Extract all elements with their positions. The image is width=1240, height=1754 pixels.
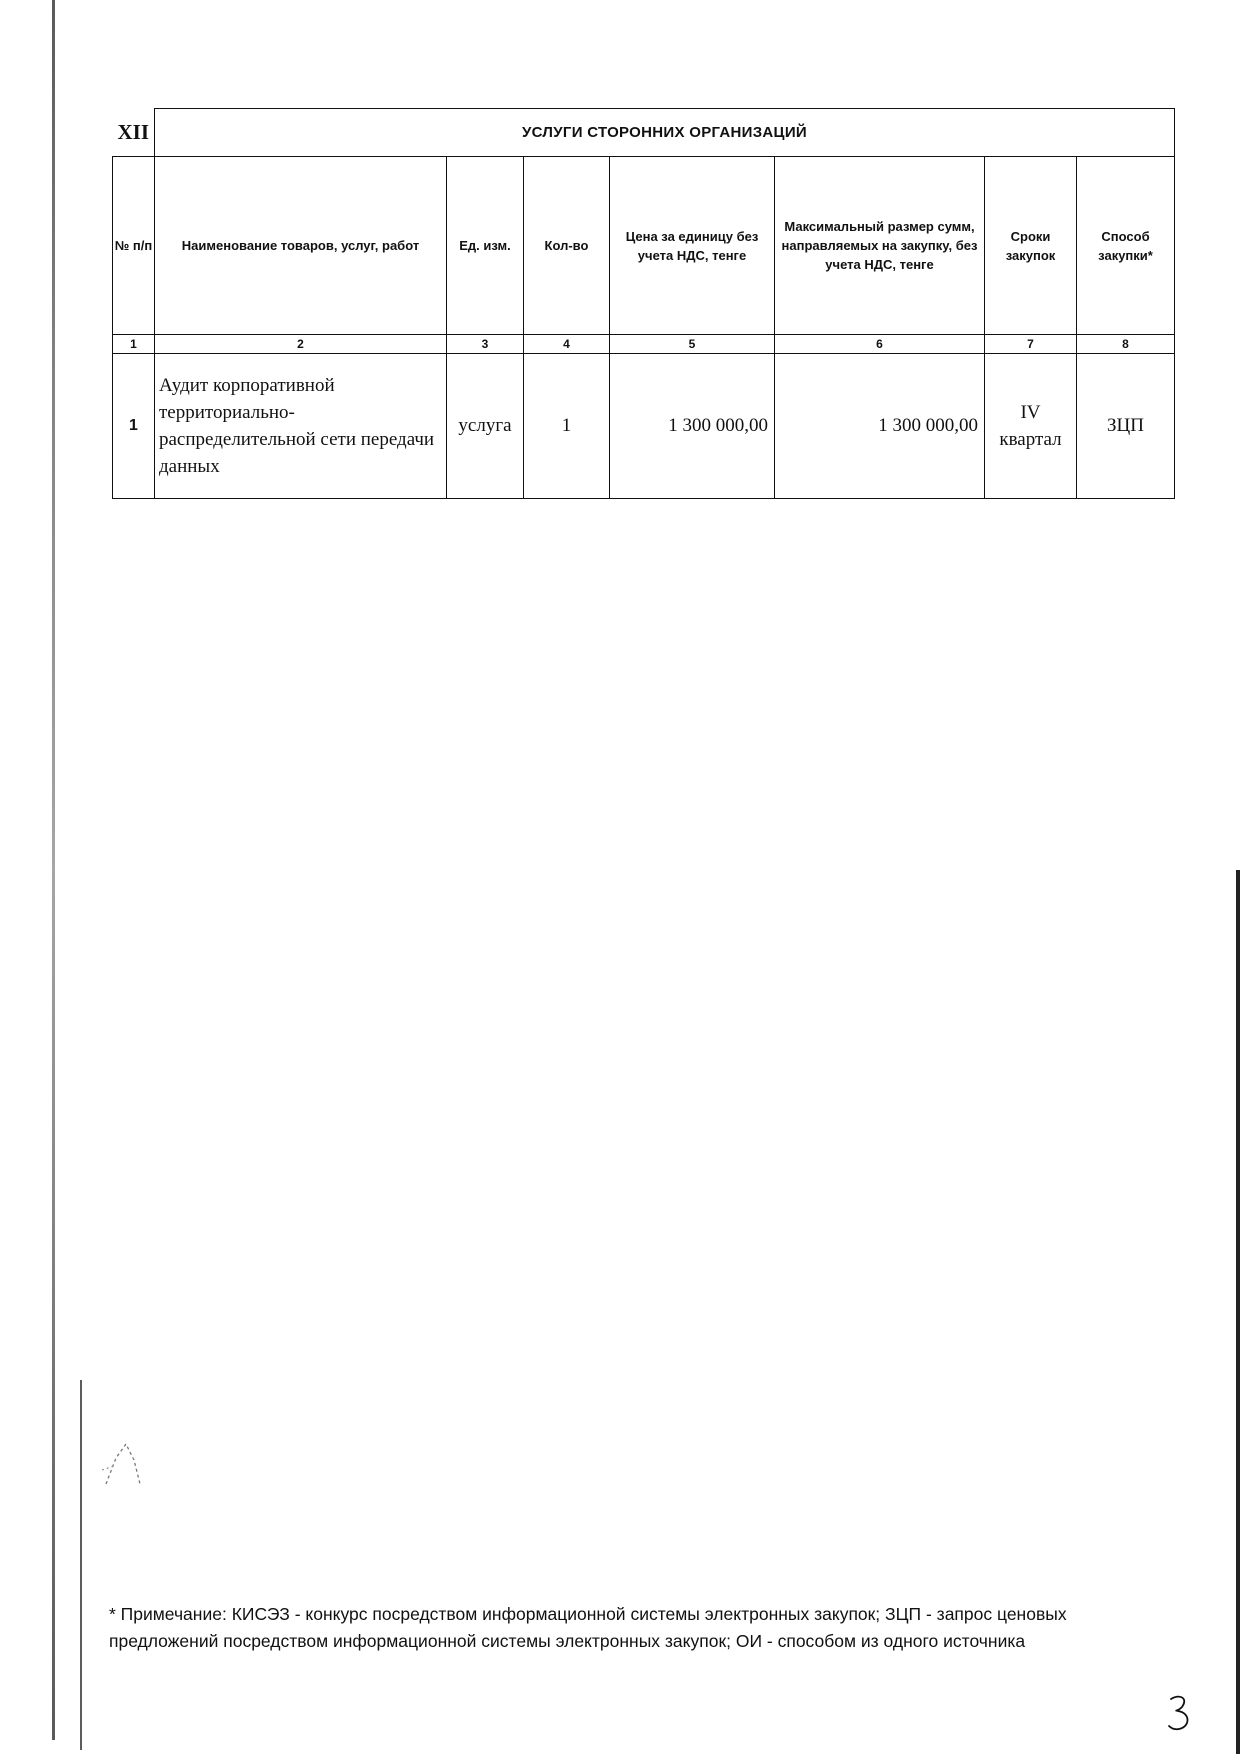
row-index: 1 — [113, 354, 155, 499]
row-unit: услуга — [447, 354, 524, 499]
footnote: * Примечание: КИСЭЗ - конкурс посредством информационной системы электронных закупок; ЗЦП - запрос ценовых предложений посредством информационной системы электронных закупок; ОИ - способом из одного источника — [109, 1604, 1067, 1651]
col-number: 5 — [610, 335, 775, 354]
col-number: 7 — [985, 335, 1077, 354]
col-header-max-amount: Максимальный размер сумм, направляемых на закупку, без учета НДС, тенге — [775, 157, 985, 335]
section-number: XII — [113, 109, 155, 157]
row-method: ЗЦП — [1077, 354, 1175, 499]
row-name: Аудит корпоративной территориально-распределительной сети передачи данных — [155, 354, 447, 499]
column-header-row — [113, 157, 1175, 335]
row-quantity: 1 — [524, 354, 610, 499]
scan-edge-left — [52, 0, 55, 1740]
scan-edge-right — [1236, 870, 1240, 1754]
handwritten-page-number-icon — [1166, 1693, 1194, 1733]
section-header-row — [113, 109, 1175, 157]
col-header-name: Наименование товаров, услуг, работ — [155, 157, 447, 335]
col-number: 2 — [155, 335, 447, 354]
row-term-line1: IV — [1020, 402, 1041, 423]
row-term — [985, 354, 1077, 499]
column-number-row — [113, 335, 1175, 354]
col-header-unit: Ед. изм. — [447, 157, 524, 335]
handwritten-scribble-icon — [100, 1440, 148, 1490]
table-row — [113, 354, 1175, 499]
col-header-quantity: Кол-во — [524, 157, 610, 335]
col-header-term: Сроки закупок — [985, 157, 1077, 335]
row-max-amount: 1 300 000,00 — [775, 354, 985, 499]
col-number: 3 — [447, 335, 524, 354]
row-term-line2: квартал — [999, 429, 1062, 450]
col-number: 8 — [1077, 335, 1175, 354]
col-number: 1 — [113, 335, 155, 354]
col-header-unit-price: Цена за единицу без учета НДС, тенге — [610, 157, 775, 335]
scan-edge-left-secondary — [80, 1380, 82, 1750]
procurement-table — [112, 108, 1175, 499]
section-title: УСЛУГИ СТОРОННИХ ОРГАНИЗАЦИЙ — [155, 109, 1175, 157]
col-number: 6 — [775, 335, 985, 354]
col-number: 4 — [524, 335, 610, 354]
col-header-method: Способ закупки* — [1077, 157, 1175, 335]
col-header-index: № п/п — [113, 157, 155, 335]
row-unit-price: 1 300 000,00 — [610, 354, 775, 499]
